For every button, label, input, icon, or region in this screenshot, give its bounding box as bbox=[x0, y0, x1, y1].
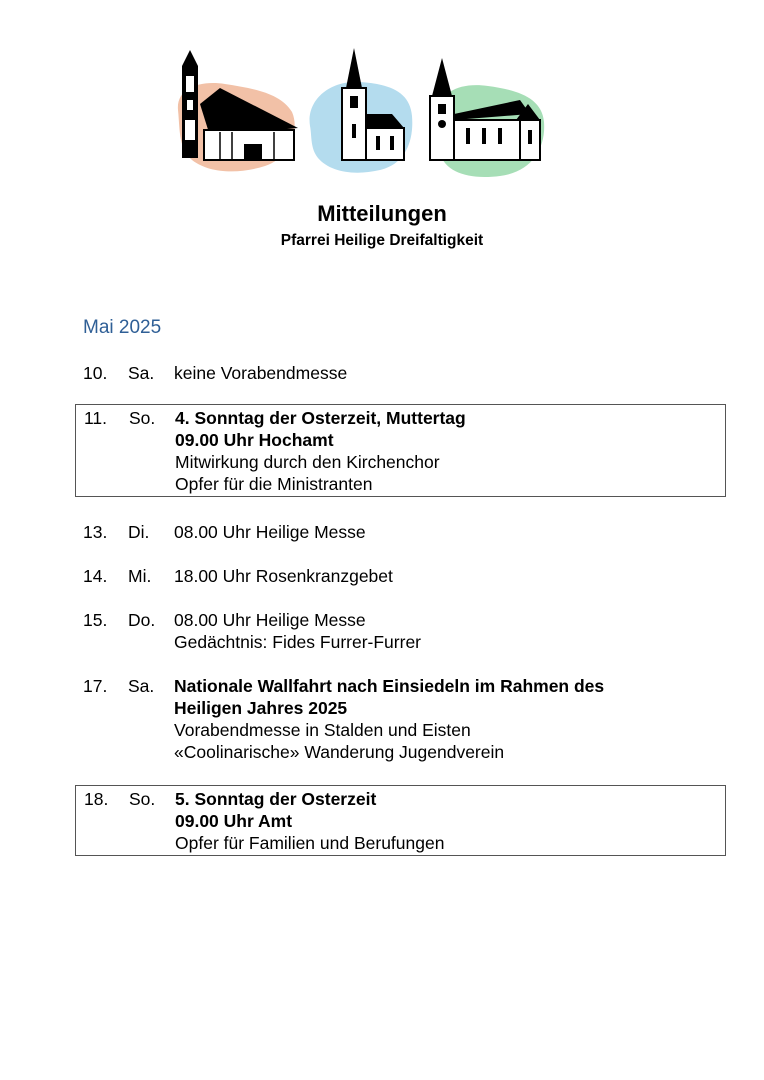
schedule-list bbox=[75, 362, 726, 856]
entry-detail-line: Vorabendmesse in Stalden und Eisten bbox=[174, 720, 471, 740]
church-icon bbox=[430, 58, 544, 177]
entry-detail-line: 08.00 Uhr Heilige Messe bbox=[174, 610, 366, 630]
chapel-icon bbox=[310, 48, 413, 173]
entry-detail-line: Gedächtnis: Fides Furrer-Furrer bbox=[174, 632, 422, 652]
parish-logo bbox=[170, 40, 550, 180]
entry-day: 13. bbox=[83, 522, 108, 542]
entry-heading-line: 4. Sonntag der Osterzeit, Muttertag bbox=[175, 408, 466, 428]
schedule-entry bbox=[75, 521, 726, 543]
entry-detail-line: «Coolinarische» Wanderung Jugendverein bbox=[174, 742, 505, 762]
entry-weekday: Sa. bbox=[128, 363, 155, 383]
entry-weekday: Mi. bbox=[128, 566, 152, 586]
schedule-entry bbox=[75, 675, 726, 763]
entry-day: 14. bbox=[83, 566, 108, 586]
entry-detail-line: 08.00 Uhr Heilige Messe bbox=[174, 522, 366, 542]
entry-day: 18. bbox=[84, 789, 109, 809]
entry-detail-line: Opfer für die Ministranten bbox=[175, 474, 373, 494]
month-heading: Mai 2025 bbox=[83, 317, 162, 338]
church-tower-icon bbox=[178, 50, 298, 171]
schedule-entry bbox=[75, 404, 726, 497]
schedule-entry bbox=[75, 565, 726, 587]
page-title: Mitteilungen bbox=[317, 201, 447, 226]
entry-detail-line: 18.00 Uhr Rosenkranzgebet bbox=[174, 566, 393, 586]
entry-weekday: So. bbox=[129, 408, 156, 428]
entry-heading-line: 09.00 Uhr Hochamt bbox=[175, 430, 334, 450]
entry-day: 10. bbox=[83, 363, 108, 383]
entry-heading-line: Heiligen Jahres 2025 bbox=[174, 698, 348, 718]
entry-detail-line: Mitwirkung durch den Kirchenchor bbox=[175, 452, 440, 472]
entry-weekday: So. bbox=[129, 789, 156, 809]
entry-heading-line: 09.00 Uhr Amt bbox=[175, 811, 293, 831]
schedule-entry bbox=[75, 785, 726, 856]
entry-weekday: Sa. bbox=[128, 676, 155, 696]
entry-heading-line: 5. Sonntag der Osterzeit bbox=[175, 789, 377, 809]
entry-detail-line: keine Vorabendmesse bbox=[174, 363, 348, 383]
page-subtitle: Pfarrei Heilige Dreifaltigkeit bbox=[280, 232, 484, 249]
entry-day: 11. bbox=[84, 408, 108, 428]
entry-detail-line: Opfer für Familien und Berufungen bbox=[175, 833, 445, 853]
entry-day: 17. bbox=[83, 676, 108, 696]
entry-weekday: Di. bbox=[128, 522, 150, 542]
entry-day: 15. bbox=[83, 610, 108, 630]
entry-weekday: Do. bbox=[128, 610, 156, 630]
entry-heading-line: Nationale Wallfahrt nach Einsiedeln im Rahmen des bbox=[174, 676, 605, 696]
schedule-entry bbox=[75, 362, 726, 384]
schedule-entry bbox=[75, 609, 726, 653]
